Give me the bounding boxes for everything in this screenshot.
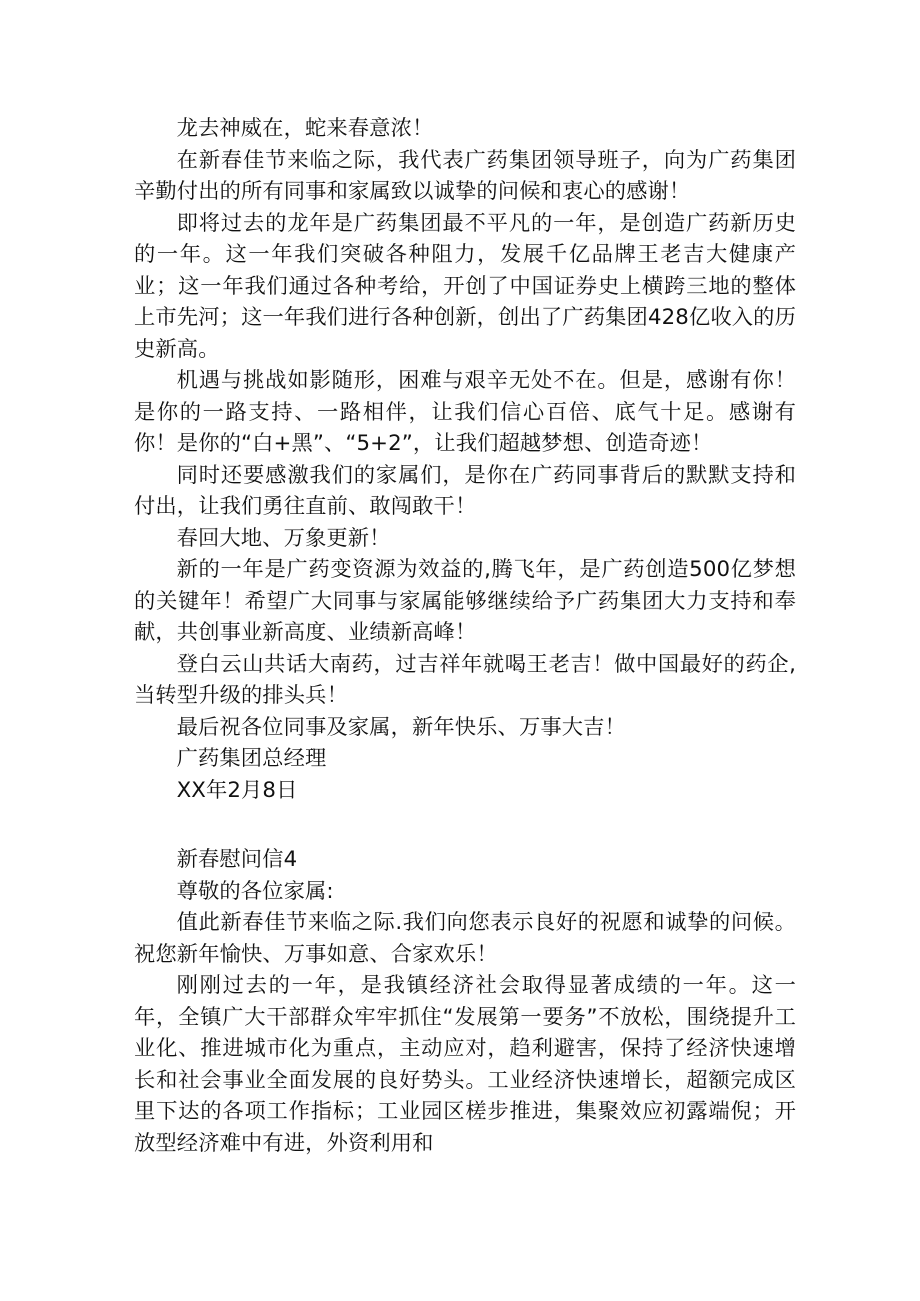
signature-date: XX年2月8日 <box>176 777 298 803</box>
paragraph-new-year: 新的一年是广药变资源为效益的,腾飞年，是广药创造500亿梦想的关键年！希望广大同事与家属能够继续给予广药集团大力支持和奉献，共创事业新高度、业绩新高峰！ <box>134 557 796 645</box>
signature-title: 广药集团总经理 <box>176 746 327 771</box>
document-body <box>134 113 796 1159</box>
section-gap <box>134 806 796 844</box>
paragraph-dragon-year: 即将过去的龙年是广药集团最不平凡的一年，是创造广药新历史的一年。这一年我们突破各种阻力，发展千亿品牌王老吉大健康产业；这一年我们通过各种考给，开创了中国证券史上横跨三地的整体上市先河；这一年我们进行各种创新，创出了广药集团428亿收入的历史新高。 <box>134 210 796 362</box>
paragraph-families: 同时还要感激我们的家属们，是你在广药同事背后的默默支持和付出，让我们勇往直前、敢闯敢干！ <box>134 462 796 519</box>
paragraph-review: 刚刚过去的一年，是我镇经济社会取得显著成绩的一年。这一年，全镇广大干部群众牢牢抓住“发展第一要务”不放松，围绕提升工业化、推进城市化为重点，主动应对，趋利避害，保持了经济快速增长和社会事业全面发展的良好势头。工业经济快速增长，超额完成区里下达的各项工作指标；工业园区槎步推进，集聚效应初露端倪；开放型经济难中有进，外资利用和 <box>134 973 796 1156</box>
letter-title: 新春慰问信4 <box>176 847 298 872</box>
paragraph-wishes: 最后祝各位同事及家属，新年快乐、万事大吉！ <box>176 714 626 740</box>
opening-line: 龙去神威在，蛇来春意浓！ <box>176 116 434 141</box>
paragraph-spring: 春回大地、万象更新！ <box>176 525 391 551</box>
paragraph-challenges: 机遇与挑战如影随形，困难与艰辛无处不在。但是，感谢有你！是你的一路支持、一路相伴，让我们信心百倍、底气十足。感谢有你！是你的“白+黑”、“5+2”，让我们超越梦想、创造奇迹！ <box>134 368 796 456</box>
paragraph-greeting: 值此新春佳节来临之际.我们向您表示良好的祝愿和诚挚的问候。祝您新年愉快、万事如意、合家欢乐！ <box>134 910 796 967</box>
letter-salutation: 尊敬的各位家属: <box>176 878 334 904</box>
paragraph-thanks: 在新春佳节来临之际，我代表广药集团领导班子，向为广药集团辛勤付出的所有同事和家属致以诚挚的问候和衷心的感谢！ <box>134 147 796 204</box>
paragraph-slogan: 登白云山共话大南药，过吉祥年就喝王老吉！做中国最好的药企,当转型升级的排头兵！ <box>134 651 796 708</box>
